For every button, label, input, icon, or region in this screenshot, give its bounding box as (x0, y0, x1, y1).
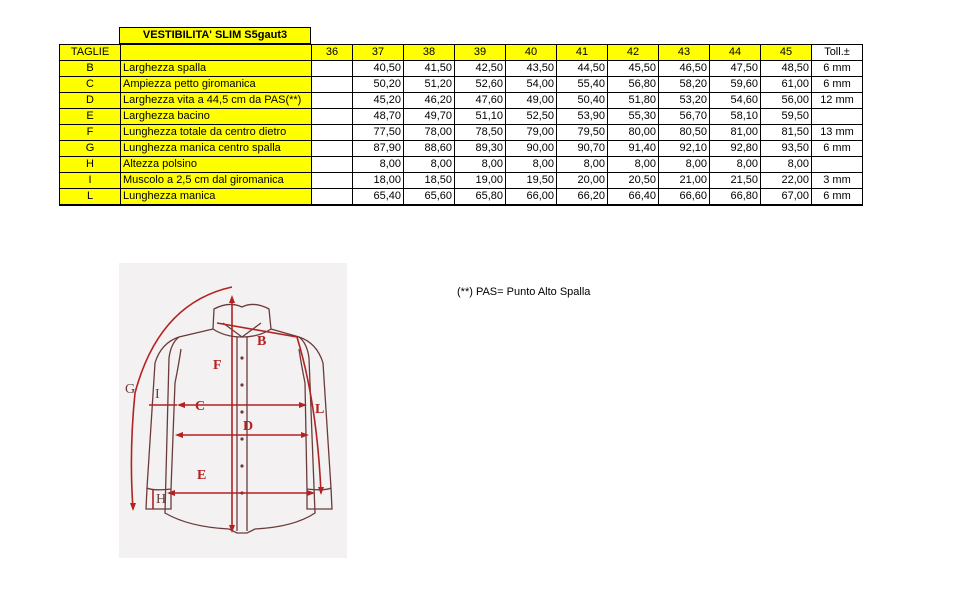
pas-note: (**) PAS= Punto Alto Spalla (457, 286, 591, 298)
measure-value: 81,00 (710, 125, 761, 141)
measure-value (312, 77, 353, 93)
size-header: 38 (404, 45, 455, 61)
measure-value: 89,30 (455, 141, 506, 157)
tolerance-value (812, 157, 863, 173)
measure-value: 49,70 (404, 109, 455, 125)
measure-value: 91,40 (608, 141, 659, 157)
measure-value: 46,50 (659, 61, 710, 77)
measure-value: 8,00 (659, 157, 710, 173)
table-row (60, 93, 863, 109)
measure-value: 66,20 (557, 189, 608, 206)
measure-value: 53,90 (557, 109, 608, 125)
measure-code: C (60, 77, 121, 93)
measure-label: Muscolo a 2,5 cm dal giromanica (121, 173, 312, 189)
diagram-letter-g: G (125, 382, 136, 397)
fit-title: VESTIBILITA' SLIM S5gaut3 (119, 27, 311, 44)
measure-code: L (60, 189, 121, 206)
measure-value: 80,00 (608, 125, 659, 141)
measure-value: 59,50 (761, 109, 812, 125)
diagram-letter-e: E (197, 468, 207, 483)
measure-value: 92,80 (710, 141, 761, 157)
size-header: 43 (659, 45, 710, 61)
measure-value (312, 189, 353, 206)
tolerance-value: 6 mm (812, 61, 863, 77)
measure-code: F (60, 125, 121, 141)
measure-label: Larghezza bacino (121, 109, 312, 125)
table-row (60, 125, 863, 141)
measure-value: 8,00 (455, 157, 506, 173)
measure-value: 8,00 (353, 157, 404, 173)
measure-value: 51,80 (608, 93, 659, 109)
size-header: 45 (761, 45, 812, 61)
header-row (60, 45, 863, 61)
measure-value: 65,80 (455, 189, 506, 206)
measure-value: 40,50 (353, 61, 404, 77)
table-row (60, 109, 863, 125)
measure-value: 18,50 (404, 173, 455, 189)
measure-value: 21,50 (710, 173, 761, 189)
measure-value: 66,40 (608, 189, 659, 206)
measure-label: Altezza polsino (121, 157, 312, 173)
measure-value: 53,20 (659, 93, 710, 109)
measure-value: 78,50 (455, 125, 506, 141)
measure-value: 56,80 (608, 77, 659, 93)
measure-value: 20,50 (608, 173, 659, 189)
measure-value: 50,20 (353, 77, 404, 93)
measure-value: 19,00 (455, 173, 506, 189)
diagram-letter-h: H (156, 492, 167, 507)
size-header: 41 (557, 45, 608, 61)
measure-value: 90,70 (557, 141, 608, 157)
measure-code: G (60, 141, 121, 157)
measure-label: Ampiezza petto giromanica (121, 77, 312, 93)
tolerance-value: 6 mm (812, 77, 863, 93)
measure-value: 65,40 (353, 189, 404, 206)
measure-value: 20,00 (557, 173, 608, 189)
measure-value: 8,00 (404, 157, 455, 173)
table-row (60, 157, 863, 173)
table-row (60, 189, 863, 206)
tolerance-value: 3 mm (812, 173, 863, 189)
measure-value: 8,00 (710, 157, 761, 173)
measure-value: 45,50 (608, 61, 659, 77)
measure-code: E (60, 109, 121, 125)
measure-value: 45,20 (353, 93, 404, 109)
measure-value (312, 125, 353, 141)
measure-label: Larghezza vita a 44,5 cm da PAS(**) (121, 93, 312, 109)
diagram-letter-i: I (155, 387, 160, 402)
header-label: TAGLIE (60, 45, 121, 61)
measure-label: Lunghezza manica centro spalla (121, 141, 312, 157)
measure-value: 22,00 (761, 173, 812, 189)
measure-value (312, 93, 353, 109)
measure-value: 92,10 (659, 141, 710, 157)
size-header: 44 (710, 45, 761, 61)
size-header: 42 (608, 45, 659, 61)
measure-value: 79,00 (506, 125, 557, 141)
measure-label: Lunghezza manica (121, 189, 312, 206)
size-header: 37 (353, 45, 404, 61)
measure-value: 48,50 (761, 61, 812, 77)
measure-value: 55,40 (557, 77, 608, 93)
table-row (60, 141, 863, 157)
measure-label: Lunghezza totale da centro dietro (121, 125, 312, 141)
measure-value: 61,00 (761, 77, 812, 93)
measure-code: I (60, 173, 121, 189)
measure-value: 90,00 (506, 141, 557, 157)
measure-value: 77,50 (353, 125, 404, 141)
measure-value: 59,60 (710, 77, 761, 93)
measure-value: 51,20 (404, 77, 455, 93)
diagram-letter-b: B (257, 334, 267, 349)
tolerance-header: Toll.± (812, 45, 863, 61)
tolerance-value: 12 mm (812, 93, 863, 109)
measure-value: 88,60 (404, 141, 455, 157)
tolerance-value: 6 mm (812, 141, 863, 157)
measure-label: Larghezza spalla (121, 61, 312, 77)
header-blank (121, 45, 312, 61)
measure-value: 52,60 (455, 77, 506, 93)
measure-code: H (60, 157, 121, 173)
measure-value: 41,50 (404, 61, 455, 77)
table-row (60, 173, 863, 189)
size-header: 39 (455, 45, 506, 61)
measure-value: 18,00 (353, 173, 404, 189)
diagram-letter-d: D (243, 419, 254, 434)
measure-value: 66,00 (506, 189, 557, 206)
tolerance-value: 13 mm (812, 125, 863, 141)
measure-value: 42,50 (455, 61, 506, 77)
measure-value: 21,00 (659, 173, 710, 189)
measure-value: 58,10 (710, 109, 761, 125)
measure-code: D (60, 93, 121, 109)
measure-value: 67,00 (761, 189, 812, 206)
measure-value: 8,00 (761, 157, 812, 173)
measure-value: 8,00 (557, 157, 608, 173)
measure-value (312, 109, 353, 125)
measure-value: 87,90 (353, 141, 404, 157)
measure-value (312, 173, 353, 189)
measure-value: 8,00 (608, 157, 659, 173)
measure-value: 80,50 (659, 125, 710, 141)
shirt-diagram (119, 263, 347, 558)
measure-value: 49,00 (506, 93, 557, 109)
measure-value: 54,60 (710, 93, 761, 109)
measure-value: 51,10 (455, 109, 506, 125)
measure-value: 54,00 (506, 77, 557, 93)
diagram-letter-l: L (315, 402, 325, 417)
measure-value: 79,50 (557, 125, 608, 141)
tolerance-value: 6 mm (812, 189, 863, 206)
tolerance-value (812, 109, 863, 125)
measure-value: 65,60 (404, 189, 455, 206)
measure-value (312, 61, 353, 77)
measure-value: 43,50 (506, 61, 557, 77)
measure-value (312, 157, 353, 173)
measure-value: 78,00 (404, 125, 455, 141)
measure-value: 56,70 (659, 109, 710, 125)
measure-value: 47,60 (455, 93, 506, 109)
measure-value: 66,60 (659, 189, 710, 206)
measure-value: 93,50 (761, 141, 812, 157)
table-row (60, 61, 863, 77)
measure-value: 48,70 (353, 109, 404, 125)
measure-value: 50,40 (557, 93, 608, 109)
measure-value: 56,00 (761, 93, 812, 109)
size-header: 40 (506, 45, 557, 61)
measure-value: 66,80 (710, 189, 761, 206)
diagram-letter-c: C (195, 399, 206, 414)
measure-value (312, 141, 353, 157)
measure-value: 58,20 (659, 77, 710, 93)
measure-value: 8,00 (506, 157, 557, 173)
measure-value: 47,50 (710, 61, 761, 77)
measure-value: 81,50 (761, 125, 812, 141)
measure-value: 52,50 (506, 109, 557, 125)
size-table (59, 44, 863, 206)
diagram-letter-f: F (213, 358, 222, 373)
size-header: 36 (312, 45, 353, 61)
measure-code: B (60, 61, 121, 77)
measure-value: 44,50 (557, 61, 608, 77)
table-row (60, 77, 863, 93)
measure-value: 46,20 (404, 93, 455, 109)
measure-value: 19,50 (506, 173, 557, 189)
measure-value: 55,30 (608, 109, 659, 125)
